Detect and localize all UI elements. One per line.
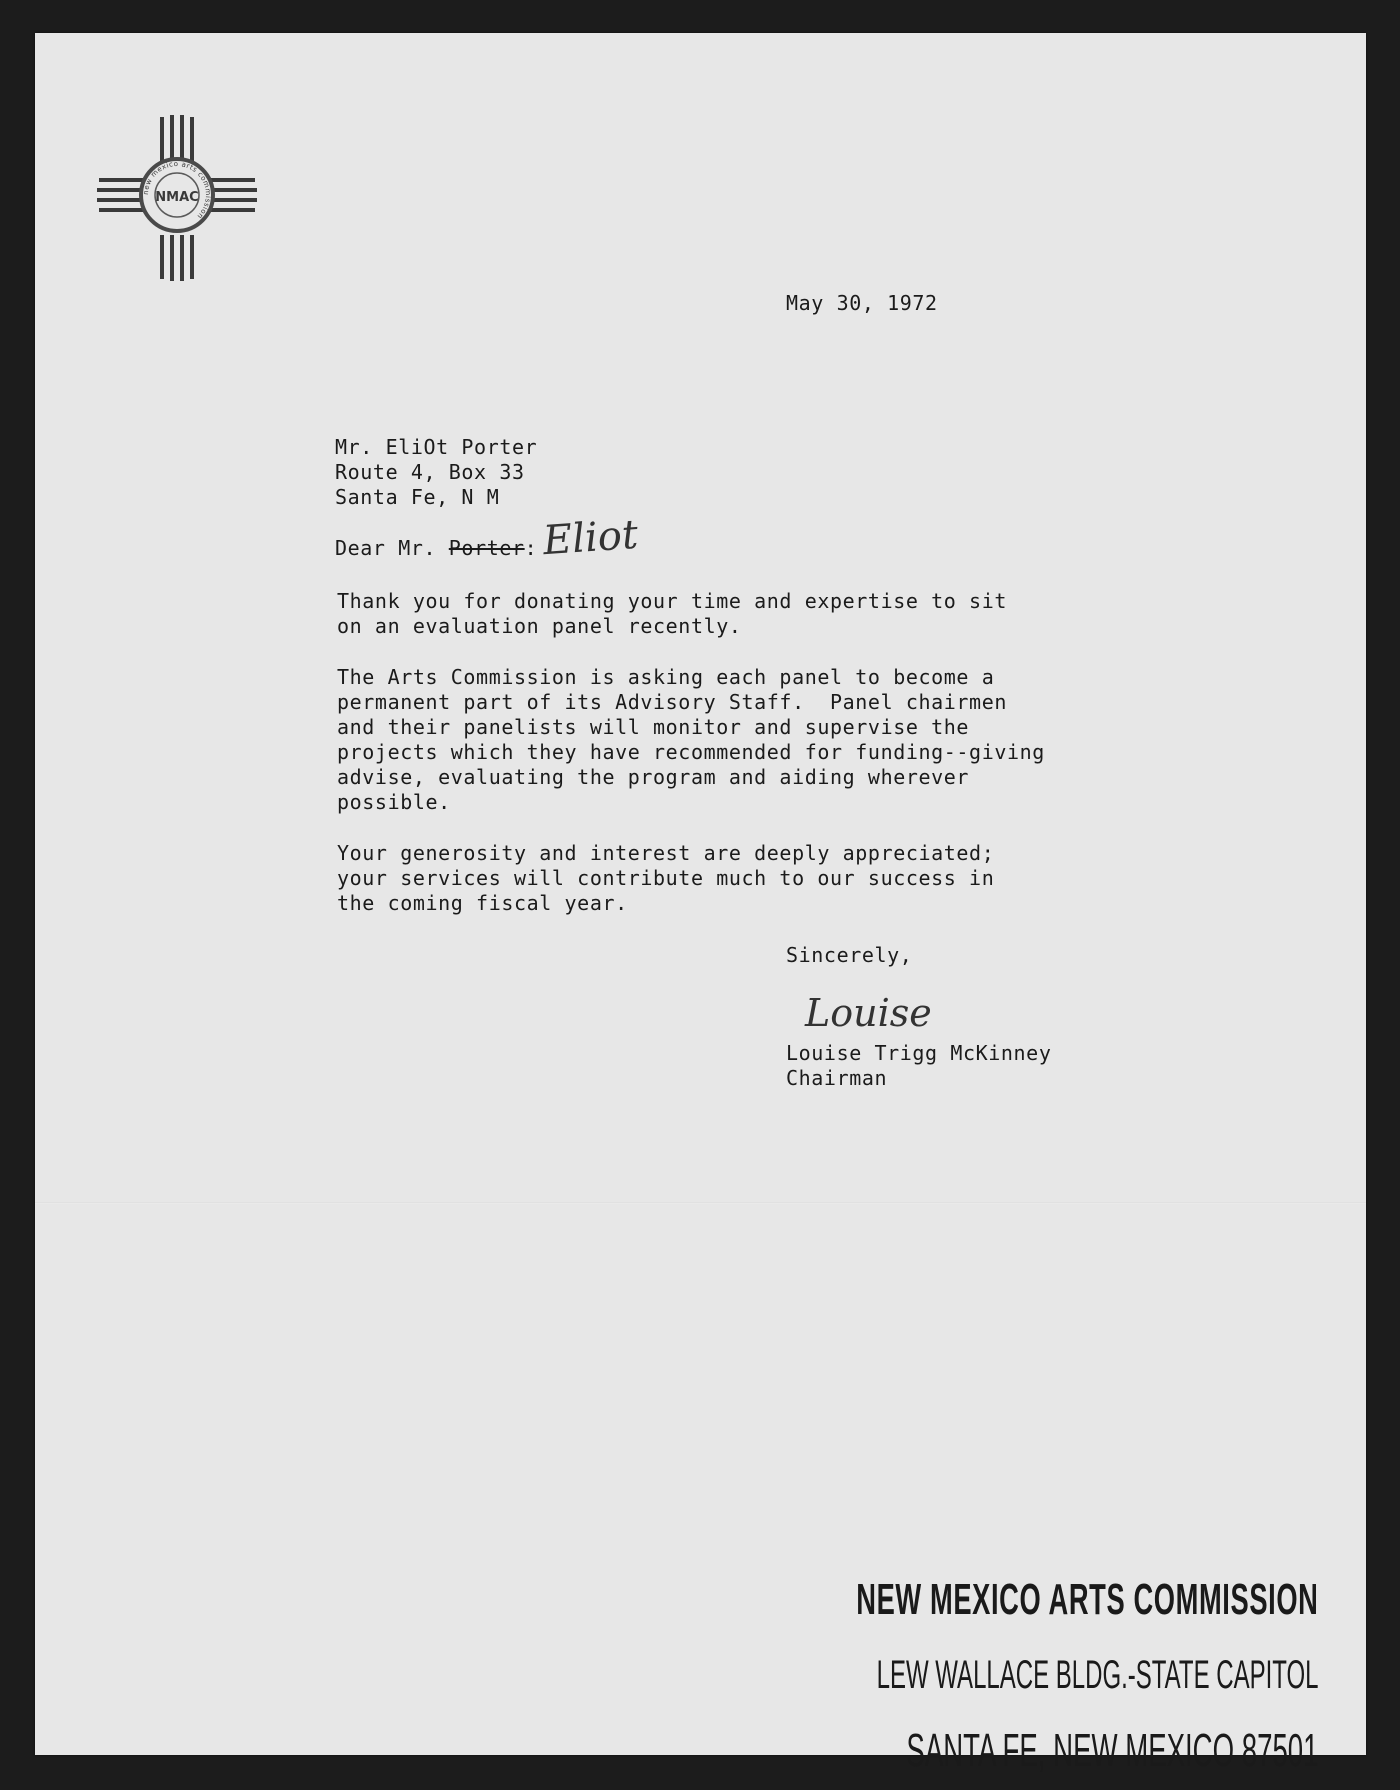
body-p3-line-1: Your generosity and interest are deeply appreciated;: [337, 841, 995, 865]
salutation: [335, 536, 537, 560]
salutation-suffix: :: [524, 536, 538, 560]
address-line-2: Route 4, Box 33: [335, 460, 525, 484]
body-p2-line-3: and their panelists will monitor and supervise the: [337, 715, 970, 739]
letterhead-city: SANTA FE, NEW MEXICO 87501: [905, 1724, 1318, 1776]
body-p2-line-1: The Arts Commission is asking each panel to become a: [337, 665, 995, 689]
body-p3-line-2: your services will contribute much to our success in: [337, 866, 995, 890]
body-p2-line-2: permanent part of its Advisory Staff. Panel chairmen: [337, 690, 1007, 714]
salutation-struck-name: Porter: [448, 536, 525, 560]
address-line-3: Santa Fe, N M: [335, 485, 500, 509]
closing: Sincerely,: [786, 943, 913, 967]
letter-date: May 30, 1972: [786, 291, 938, 315]
letterhead: [573, 1568, 1319, 1782]
salutation-prefix: Dear Mr.: [335, 536, 449, 560]
body-p2-line-5: advise, evaluating the program and aiding wherever: [337, 765, 970, 789]
zia-sun-icon: [97, 115, 257, 281]
seal-text: new mexico arts commission: [141, 159, 213, 221]
address-line-1: Mr. EliOt Porter: [335, 435, 538, 459]
body-p2-line-6: possible.: [337, 790, 451, 814]
fold-crease: [35, 1202, 1366, 1204]
body-p2-line-4: projects which they have recommended for funding--giving: [337, 740, 1045, 764]
handwritten-salutation-name: Eliot: [541, 511, 640, 565]
letter-page: [35, 33, 1366, 1776]
signature: Louise: [805, 991, 932, 1035]
letterhead-org: NEW MEXICO ARTS COMMISSION: [855, 1575, 1318, 1624]
signer-name: Louise Trigg McKinney: [786, 1041, 1052, 1065]
body-p1-line-2: on an evaluation panel recently.: [337, 614, 742, 638]
letterhead-building: LEW WALLACE BLDG.-STATE CAPITOL: [876, 1653, 1318, 1697]
seal-monogram: NMAC: [155, 190, 199, 205]
signer-title: Chairman: [786, 1066, 888, 1090]
body-p3-line-3: the coming fiscal year.: [337, 891, 628, 915]
body-p1-line-1: Thank you for donating your time and expertise to sit: [337, 589, 1007, 613]
